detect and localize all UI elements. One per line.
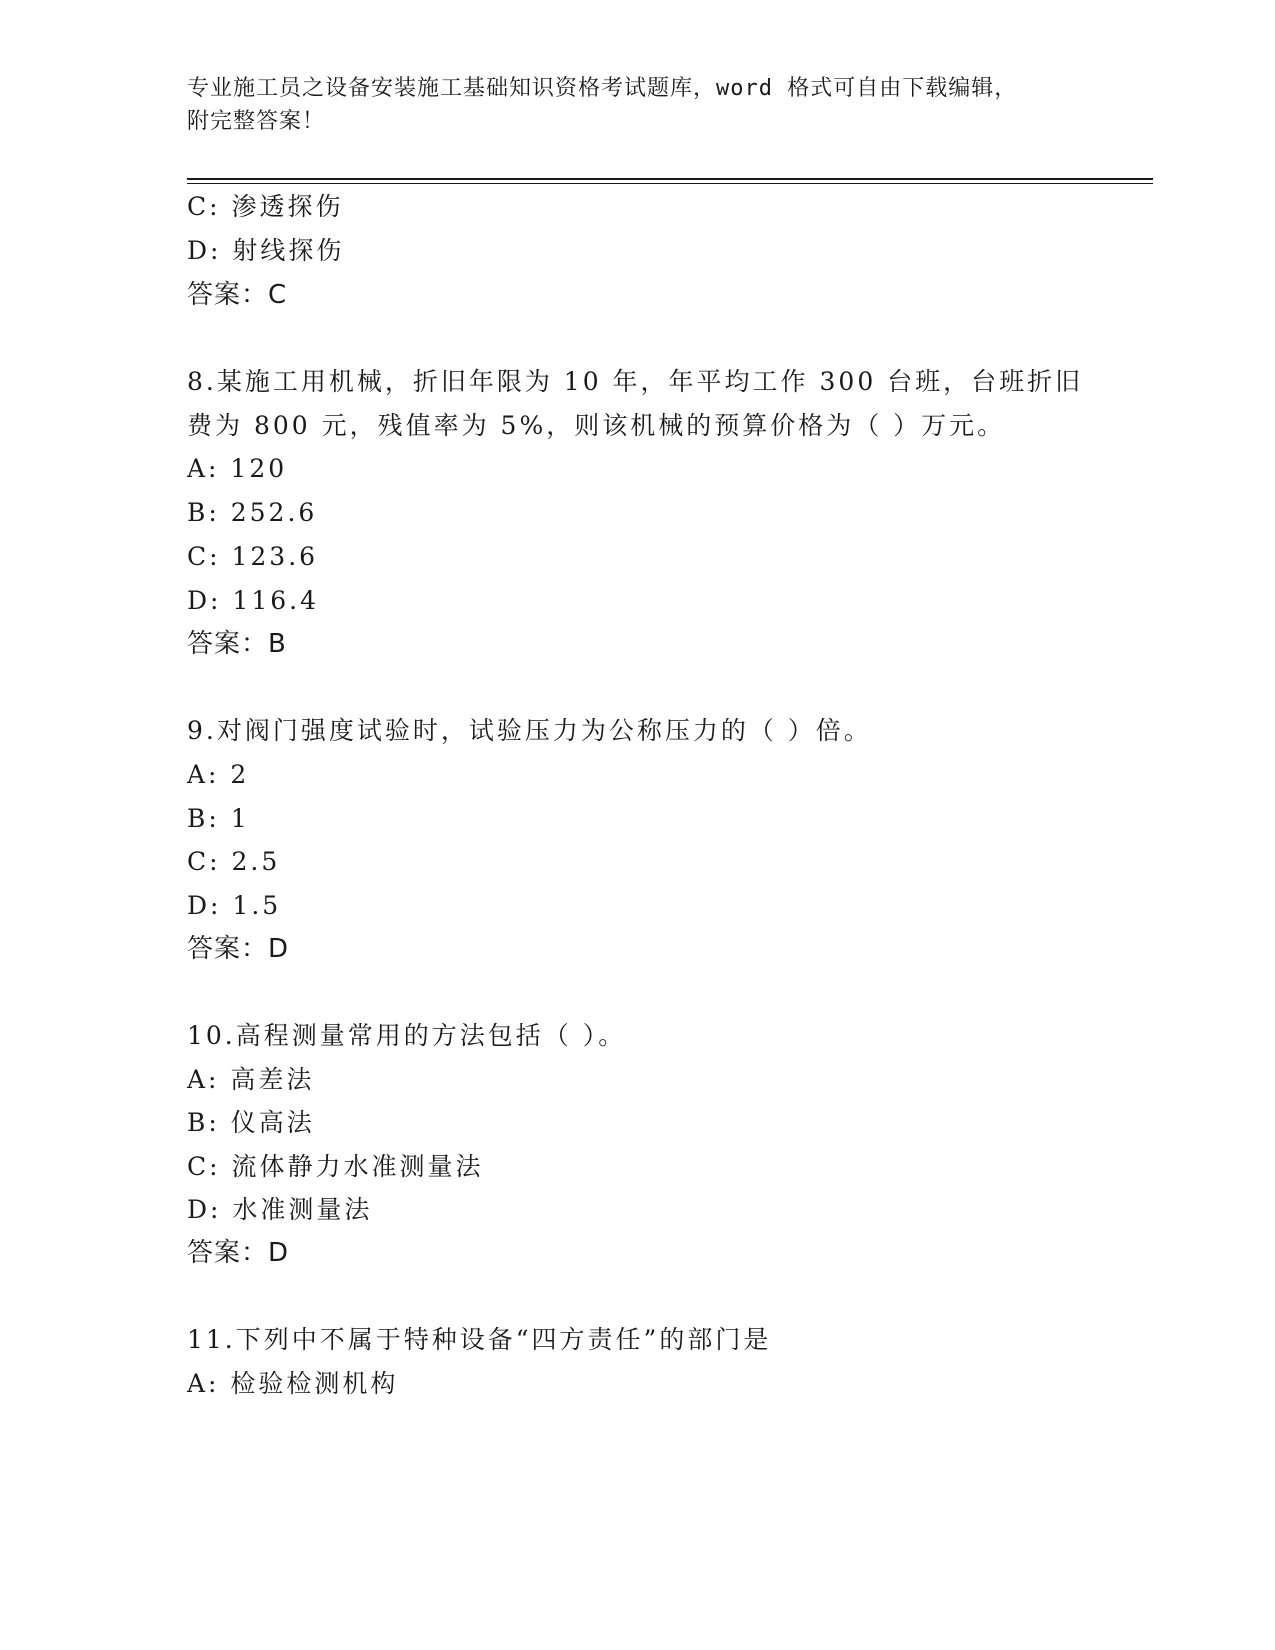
q9-answer: 答案：D <box>187 934 290 964</box>
q10-option-d: D: 水准测量法 <box>187 1195 373 1224</box>
header-line-1: 专业施工员之设备安装施工基础知识资格考试题库，word 格式可自由下载编辑， <box>187 76 1018 101</box>
q8-option-a: A: 120 <box>187 454 288 483</box>
q7-option-d: D: 射线探伤 <box>187 236 345 265</box>
q8-option-d: D: 116.4 <box>187 586 319 615</box>
header-divider-thick <box>187 178 1153 180</box>
q9-option-b: B: 1 <box>187 804 250 833</box>
q8-option-b: B: 252.6 <box>187 498 318 527</box>
q9-stem: 9.对阀门强度试验时，试验压力为公称压力的（ ）倍。 <box>187 716 872 745</box>
document-header <box>187 72 1087 138</box>
q7-answer: 答案：C <box>187 280 288 310</box>
q10-option-c: C: 流体静力水准测量法 <box>187 1152 484 1181</box>
q10-option-b: B: 仪高法 <box>187 1108 315 1137</box>
q9-option-c: C: 2.5 <box>187 847 281 876</box>
q8-option-c: C: 123.6 <box>187 542 319 571</box>
q8-answer: 答案：B <box>187 629 287 659</box>
q7-option-c: C: 渗透探伤 <box>187 192 344 221</box>
q10-answer: 答案：D <box>187 1238 290 1268</box>
q11-option-a: A: 检验检测机构 <box>187 1369 399 1398</box>
q11-stem: 11.下列中不属于特种设备“四方责任”的部门是 <box>187 1325 772 1354</box>
q8-stem-line-2: 费为 800 元，残值率为 5%，则该机械的预算价格为（ ）万元。 <box>187 411 1006 440</box>
header-divider-thin <box>187 183 1153 184</box>
q10-option-a: A: 高差法 <box>187 1065 315 1094</box>
q9-option-d: D: 1.5 <box>187 891 282 920</box>
q9-option-a: A: 2 <box>187 760 250 789</box>
q8-stem-line-1: 8.某施工用机械，折旧年限为 10 年，年平均工作 300 台班，台班折旧 <box>187 367 1084 396</box>
q10-stem: 10.高程测量常用的方法包括（ ）。 <box>187 1021 627 1050</box>
header-line-2: 附完整答案！ <box>187 109 326 134</box>
